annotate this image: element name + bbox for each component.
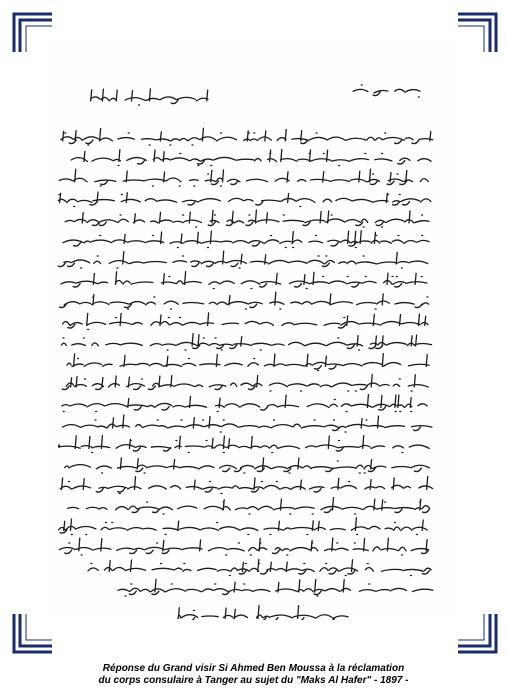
header-invocation (353, 85, 420, 97)
script-line-22 (88, 559, 431, 575)
signature-line (178, 606, 348, 620)
script-line-17 (65, 458, 430, 473)
script-line-18 (60, 477, 432, 494)
caption-line-2: du corps consulaire à Tanger au sujet du "Maks Al Hafer" - 1897 - (98, 675, 409, 686)
handwritten-letter (48, 40, 458, 620)
corner-ornament-bottom-right (456, 612, 498, 654)
script-line-10 (63, 313, 429, 330)
handwritten-arabic-text (48, 40, 458, 620)
script-line-7 (58, 251, 427, 268)
script-line-12 (67, 354, 429, 371)
caption-line-1: Réponse du Grand visir Si Ahmed Ben Moussa à la réclamation (102, 663, 405, 674)
script-line-1 (61, 128, 433, 145)
script-line-16 (59, 436, 430, 453)
script-line-9 (59, 292, 428, 309)
caption (0, 663, 507, 687)
script-line-13 (62, 375, 428, 392)
script-line-23 (118, 579, 433, 596)
script-line-15 (63, 415, 432, 432)
script-line-20 (59, 518, 428, 535)
header-formula (91, 89, 209, 105)
corner-ornament-top-right (456, 12, 498, 54)
script-line-21 (59, 538, 428, 555)
script-line-11 (62, 334, 432, 350)
script-line-4 (58, 192, 431, 206)
script-line-3 (59, 169, 428, 186)
script-line-2 (71, 150, 431, 166)
script-line-5 (65, 210, 429, 227)
script-line-6 (63, 231, 429, 248)
script-line-14 (62, 395, 427, 412)
script-line-8 (61, 272, 427, 289)
script-line-19 (68, 498, 430, 515)
